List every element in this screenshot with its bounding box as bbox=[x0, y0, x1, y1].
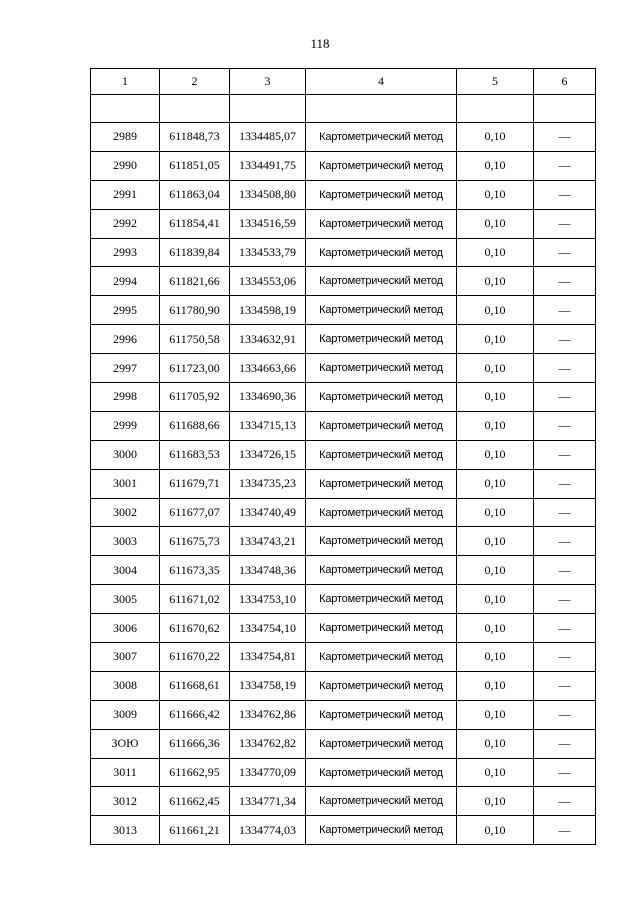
point-number-cell: 2992 bbox=[91, 209, 160, 238]
table-row bbox=[91, 123, 596, 152]
column-header: 4 bbox=[306, 69, 457, 95]
method-cell: Картометрический метод bbox=[306, 180, 457, 209]
note-cell: — bbox=[534, 209, 596, 238]
table-row bbox=[91, 209, 596, 238]
note-cell: — bbox=[534, 816, 596, 845]
method-cell: Картометрический метод bbox=[306, 671, 457, 700]
accuracy-cell: 0,10 bbox=[457, 180, 534, 209]
table-row bbox=[91, 296, 596, 325]
accuracy-cell: 0,10 bbox=[457, 787, 534, 816]
y-coordinate-cell: 1334485,07 bbox=[230, 123, 306, 152]
y-coordinate-cell: 1334726,15 bbox=[230, 440, 306, 469]
method-cell: Картометрический метод bbox=[306, 527, 457, 556]
table-row bbox=[91, 440, 596, 469]
empty-cell bbox=[534, 95, 596, 123]
method-cell: Картометрический метод bbox=[306, 325, 457, 354]
method-cell: Картометрический метод bbox=[306, 643, 457, 672]
accuracy-cell: 0,10 bbox=[457, 267, 534, 296]
note-cell: — bbox=[534, 411, 596, 440]
method-cell: Картометрический метод bbox=[306, 296, 457, 325]
y-coordinate-cell: 1334663,66 bbox=[230, 354, 306, 383]
method-cell: Картометрический метод bbox=[306, 383, 457, 412]
accuracy-cell: 0,10 bbox=[457, 614, 534, 643]
point-number-cell: 3002 bbox=[91, 498, 160, 527]
x-coordinate-cell: 611839,84 bbox=[160, 238, 230, 267]
table-row bbox=[91, 180, 596, 209]
y-coordinate-cell: 1334762,86 bbox=[230, 700, 306, 729]
point-number-cell: 2991 bbox=[91, 180, 160, 209]
accuracy-cell: 0,10 bbox=[457, 729, 534, 758]
accuracy-cell: 0,10 bbox=[457, 151, 534, 180]
table-row bbox=[91, 411, 596, 440]
table-header-row bbox=[91, 69, 596, 95]
note-cell: — bbox=[534, 758, 596, 787]
note-cell: — bbox=[534, 729, 596, 758]
x-coordinate-cell: 611666,42 bbox=[160, 700, 230, 729]
accuracy-cell: 0,10 bbox=[457, 527, 534, 556]
empty-row bbox=[91, 95, 596, 123]
table-row bbox=[91, 151, 596, 180]
accuracy-cell: 0,10 bbox=[457, 700, 534, 729]
point-number-cell: 3011 bbox=[91, 758, 160, 787]
accuracy-cell: 0,10 bbox=[457, 440, 534, 469]
method-cell: Картометрический метод bbox=[306, 267, 457, 296]
x-coordinate-cell: 611670,22 bbox=[160, 643, 230, 672]
accuracy-cell: 0,10 bbox=[457, 498, 534, 527]
x-coordinate-cell: 611851,05 bbox=[160, 151, 230, 180]
accuracy-cell: 0,10 bbox=[457, 671, 534, 700]
note-cell: — bbox=[534, 238, 596, 267]
method-cell: Картометрический метод bbox=[306, 411, 457, 440]
column-header: 1 bbox=[91, 69, 160, 95]
y-coordinate-cell: 1334740,49 bbox=[230, 498, 306, 527]
method-cell: Картометрический метод bbox=[306, 614, 457, 643]
x-coordinate-cell: 611750,58 bbox=[160, 325, 230, 354]
accuracy-cell: 0,10 bbox=[457, 556, 534, 585]
y-coordinate-cell: 1334758,19 bbox=[230, 671, 306, 700]
table-row bbox=[91, 643, 596, 672]
y-coordinate-cell: 1334770,09 bbox=[230, 758, 306, 787]
point-number-cell: 2990 bbox=[91, 151, 160, 180]
y-coordinate-cell: 1334754,81 bbox=[230, 643, 306, 672]
note-cell: — bbox=[534, 556, 596, 585]
point-number-cell: 3005 bbox=[91, 585, 160, 614]
point-number-cell: 3000 bbox=[91, 440, 160, 469]
table-row bbox=[91, 354, 596, 383]
y-coordinate-cell: 1334715,13 bbox=[230, 411, 306, 440]
point-number-cell: 3009 bbox=[91, 700, 160, 729]
note-cell: — bbox=[534, 325, 596, 354]
x-coordinate-cell: 611848,73 bbox=[160, 123, 230, 152]
point-number-cell: 3013 bbox=[91, 816, 160, 845]
note-cell: — bbox=[534, 527, 596, 556]
y-coordinate-cell: 1334533,79 bbox=[230, 238, 306, 267]
point-number-cell: 2998 bbox=[91, 383, 160, 412]
method-cell: Картометрический метод bbox=[306, 556, 457, 585]
y-coordinate-cell: 1334632,91 bbox=[230, 325, 306, 354]
accuracy-cell: 0,10 bbox=[457, 383, 534, 412]
x-coordinate-cell: 611688,66 bbox=[160, 411, 230, 440]
point-number-cell: 2996 bbox=[91, 325, 160, 354]
table-row bbox=[91, 816, 596, 845]
table-row bbox=[91, 614, 596, 643]
empty-cell bbox=[457, 95, 534, 123]
note-cell: — bbox=[534, 469, 596, 498]
table-body bbox=[91, 123, 596, 845]
method-cell: Картометрический метод bbox=[306, 209, 457, 238]
accuracy-cell: 0,10 bbox=[457, 816, 534, 845]
coordinates-table bbox=[90, 68, 596, 845]
method-cell: Картометрический метод bbox=[306, 585, 457, 614]
note-cell: — bbox=[534, 643, 596, 672]
table-row bbox=[91, 469, 596, 498]
column-header: 5 bbox=[457, 69, 534, 95]
method-cell: Картометрический метод bbox=[306, 354, 457, 383]
accuracy-cell: 0,10 bbox=[457, 643, 534, 672]
y-coordinate-cell: 1334743,21 bbox=[230, 527, 306, 556]
method-cell: Картометрический метод bbox=[306, 729, 457, 758]
y-coordinate-cell: 1334735,23 bbox=[230, 469, 306, 498]
note-cell: — bbox=[534, 296, 596, 325]
y-coordinate-cell: 1334516,59 bbox=[230, 209, 306, 238]
point-number-cell: 3006 bbox=[91, 614, 160, 643]
empty-cell bbox=[91, 95, 160, 123]
note-cell: — bbox=[534, 440, 596, 469]
empty-cell bbox=[306, 95, 457, 123]
accuracy-cell: 0,10 bbox=[457, 469, 534, 498]
x-coordinate-cell: 611705,92 bbox=[160, 383, 230, 412]
y-coordinate-cell: 1334508,80 bbox=[230, 180, 306, 209]
note-cell: — bbox=[534, 700, 596, 729]
y-coordinate-cell: 1334598,19 bbox=[230, 296, 306, 325]
point-number-cell: 2999 bbox=[91, 411, 160, 440]
y-coordinate-cell: 1334753,10 bbox=[230, 585, 306, 614]
note-cell: — bbox=[534, 267, 596, 296]
table-row bbox=[91, 556, 596, 585]
x-coordinate-cell: 611661,21 bbox=[160, 816, 230, 845]
point-number-cell: 3008 bbox=[91, 671, 160, 700]
x-coordinate-cell: 611679,71 bbox=[160, 469, 230, 498]
note-cell: — bbox=[534, 787, 596, 816]
x-coordinate-cell: 611673,35 bbox=[160, 556, 230, 585]
method-cell: Картометрический метод bbox=[306, 498, 457, 527]
note-cell: — bbox=[534, 383, 596, 412]
method-cell: Картометрический метод bbox=[306, 469, 457, 498]
x-coordinate-cell: 611662,95 bbox=[160, 758, 230, 787]
note-cell: — bbox=[534, 498, 596, 527]
point-number-cell: 3001 bbox=[91, 469, 160, 498]
note-cell: — bbox=[534, 180, 596, 209]
x-coordinate-cell: 611662,45 bbox=[160, 787, 230, 816]
method-cell: Картометрический метод bbox=[306, 151, 457, 180]
y-coordinate-cell: 1334754,10 bbox=[230, 614, 306, 643]
table-row bbox=[91, 787, 596, 816]
point-number-cell: 2997 bbox=[91, 354, 160, 383]
point-number-cell: 2989 bbox=[91, 123, 160, 152]
x-coordinate-cell: 611675,73 bbox=[160, 527, 230, 556]
table-row bbox=[91, 527, 596, 556]
table-row bbox=[91, 267, 596, 296]
accuracy-cell: 0,10 bbox=[457, 585, 534, 614]
page-number: 118 bbox=[310, 36, 330, 51]
point-number-cell: 2994 bbox=[91, 267, 160, 296]
x-coordinate-cell: 611863,04 bbox=[160, 180, 230, 209]
x-coordinate-cell: 611780,90 bbox=[160, 296, 230, 325]
accuracy-cell: 0,10 bbox=[457, 411, 534, 440]
table-row bbox=[91, 238, 596, 267]
y-coordinate-cell: 1334771,34 bbox=[230, 787, 306, 816]
table-row bbox=[91, 383, 596, 412]
y-coordinate-cell: 1334748,36 bbox=[230, 556, 306, 585]
x-coordinate-cell: 611668,61 bbox=[160, 671, 230, 700]
table-row bbox=[91, 585, 596, 614]
point-number-cell: 3007 bbox=[91, 643, 160, 672]
method-cell: Картометрический метод bbox=[306, 700, 457, 729]
point-number-cell: 3003 bbox=[91, 527, 160, 556]
point-number-cell: 3012 bbox=[91, 787, 160, 816]
x-coordinate-cell: 611671,02 bbox=[160, 585, 230, 614]
y-coordinate-cell: 1334553,06 bbox=[230, 267, 306, 296]
x-coordinate-cell: 611683,53 bbox=[160, 440, 230, 469]
column-header: 2 bbox=[160, 69, 230, 95]
table-row bbox=[91, 325, 596, 354]
note-cell: — bbox=[534, 151, 596, 180]
note-cell: — bbox=[534, 123, 596, 152]
accuracy-cell: 0,10 bbox=[457, 758, 534, 787]
x-coordinate-cell: 611677,07 bbox=[160, 498, 230, 527]
column-header: 6 bbox=[534, 69, 596, 95]
y-coordinate-cell: 1334491,75 bbox=[230, 151, 306, 180]
point-number-cell: ЗОЮ bbox=[91, 729, 160, 758]
table-row bbox=[91, 758, 596, 787]
empty-cell bbox=[160, 95, 230, 123]
method-cell: Картометрический метод bbox=[306, 758, 457, 787]
table-row bbox=[91, 729, 596, 758]
y-coordinate-cell: 1334762,82 bbox=[230, 729, 306, 758]
column-header: 3 bbox=[230, 69, 306, 95]
method-cell: Картометрический метод bbox=[306, 123, 457, 152]
table-row bbox=[91, 498, 596, 527]
accuracy-cell: 0,10 bbox=[457, 123, 534, 152]
accuracy-cell: 0,10 bbox=[457, 354, 534, 383]
method-cell: Картометрический метод bbox=[306, 787, 457, 816]
point-number-cell: 2995 bbox=[91, 296, 160, 325]
empty-cell bbox=[230, 95, 306, 123]
accuracy-cell: 0,10 bbox=[457, 325, 534, 354]
method-cell: Картометрический метод bbox=[306, 816, 457, 845]
x-coordinate-cell: 611666,36 bbox=[160, 729, 230, 758]
x-coordinate-cell: 611723,00 bbox=[160, 354, 230, 383]
note-cell: — bbox=[534, 585, 596, 614]
note-cell: — bbox=[534, 614, 596, 643]
table-row bbox=[91, 700, 596, 729]
table-row bbox=[91, 671, 596, 700]
note-cell: — bbox=[534, 354, 596, 383]
accuracy-cell: 0,10 bbox=[457, 209, 534, 238]
point-number-cell: 3004 bbox=[91, 556, 160, 585]
method-cell: Картометрический метод bbox=[306, 440, 457, 469]
accuracy-cell: 0,10 bbox=[457, 296, 534, 325]
y-coordinate-cell: 1334690,36 bbox=[230, 383, 306, 412]
y-coordinate-cell: 1334774,03 bbox=[230, 816, 306, 845]
method-cell: Картометрический метод bbox=[306, 238, 457, 267]
note-cell: — bbox=[534, 671, 596, 700]
accuracy-cell: 0,10 bbox=[457, 238, 534, 267]
x-coordinate-cell: 611854,41 bbox=[160, 209, 230, 238]
x-coordinate-cell: 611670,62 bbox=[160, 614, 230, 643]
x-coordinate-cell: 611821,66 bbox=[160, 267, 230, 296]
point-number-cell: 2993 bbox=[91, 238, 160, 267]
